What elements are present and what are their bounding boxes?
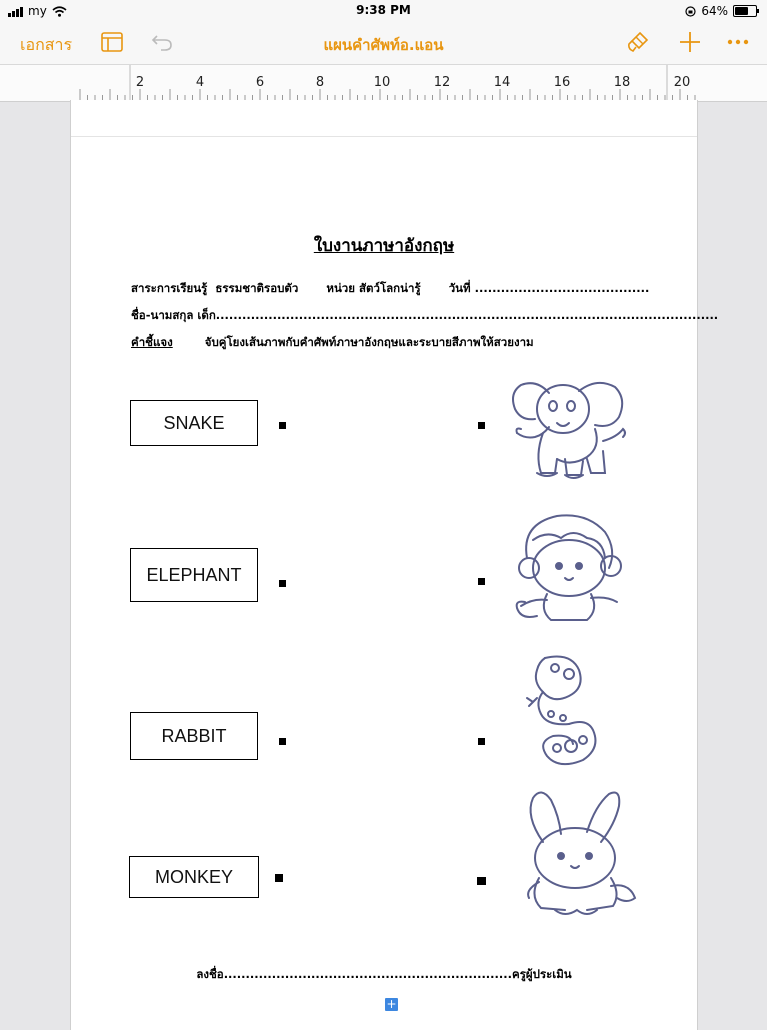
pages-toolbar xyxy=(0,22,767,64)
ruler[interactable] xyxy=(0,64,767,102)
name-line xyxy=(131,307,718,325)
unit-label: หน่วย xyxy=(326,281,355,295)
subject-value: ธรรมชาติรอบตัว xyxy=(215,281,299,295)
status-bar xyxy=(0,0,767,22)
battery-icon xyxy=(733,5,757,17)
match-dot-right xyxy=(477,877,486,885)
subject-label: สาระการเรียนรู้ xyxy=(131,281,208,295)
date-label: วันที่ xyxy=(448,281,475,295)
name-dots: ................................................................................................................... xyxy=(215,308,719,322)
match-dot-right xyxy=(478,422,485,429)
sidebar-toggle-icon[interactable] xyxy=(101,32,123,52)
ruler-label: 18 xyxy=(613,75,631,90)
insert-plus-icon[interactable] xyxy=(678,30,702,54)
ruler-label: 12 xyxy=(433,75,451,90)
header-margin-line xyxy=(71,136,697,137)
add-page-button[interactable]: + xyxy=(386,997,397,1011)
orientation-lock-icon xyxy=(685,6,696,17)
ruler-label: 10 xyxy=(373,75,391,90)
unit-value: สัตว์โลกน่ารู้ xyxy=(359,281,421,295)
documents-button[interactable]: เอกสาร xyxy=(20,35,73,54)
ruler-label: 2 xyxy=(135,75,145,90)
rabbit-picture xyxy=(515,786,641,920)
match-dot-left xyxy=(275,874,283,882)
carrier-label: my xyxy=(28,4,47,18)
document-title[interactable]: แผนคำศัพท์อ.แอน xyxy=(323,36,444,54)
battery-percent: 64% xyxy=(701,4,728,18)
subject-line xyxy=(131,280,649,298)
undo-icon[interactable] xyxy=(150,32,174,52)
signature-line xyxy=(71,966,697,984)
snake-picture xyxy=(513,652,621,770)
signature-label: ลงชื่อ xyxy=(196,967,224,981)
word-box: RABBIT xyxy=(130,712,258,760)
instruction-text: จับคู่โยงเส้นภาพกับคำศัพท์ภาษาอังกฤษและระบายสีภาพให้สวยงาม xyxy=(204,335,534,349)
instruction-line xyxy=(131,334,534,352)
signature-role: ครูผู้ประเมิน xyxy=(512,967,572,981)
name-label: ชื่อ-นามสกุล เด็ก xyxy=(131,308,216,322)
ruler-label: 20 xyxy=(673,75,691,90)
word-box: MONKEY xyxy=(129,856,259,898)
status-right xyxy=(685,4,757,18)
word-box: SNAKE xyxy=(130,400,258,446)
elephant-picture xyxy=(507,375,635,487)
signature-dots: .................................................................. xyxy=(223,967,513,981)
document-page[interactable] xyxy=(70,100,719,1030)
date-dots: ........................................ xyxy=(474,281,650,295)
clock: 9:38 PM xyxy=(356,3,411,17)
ruler-label: 14 xyxy=(493,75,511,90)
match-dot-right xyxy=(478,578,485,585)
ruler-label: 6 xyxy=(255,75,265,90)
worksheet-title: ใบงานภาษาอังกฤษ xyxy=(313,236,455,256)
ruler-label: 8 xyxy=(315,75,325,90)
instruction-label: คำชี้แจง xyxy=(131,335,173,349)
match-dot-left xyxy=(279,580,286,587)
ruler-label: 4 xyxy=(195,75,205,90)
match-dot-left xyxy=(279,738,286,745)
format-brush-icon[interactable] xyxy=(626,30,650,54)
match-dot-left xyxy=(279,422,286,429)
more-options-icon[interactable] xyxy=(727,30,749,54)
monkey-picture xyxy=(507,510,631,626)
word-box: ELEPHANT xyxy=(130,548,258,602)
ruler-label: 16 xyxy=(553,75,571,90)
match-dot-right xyxy=(478,738,485,745)
